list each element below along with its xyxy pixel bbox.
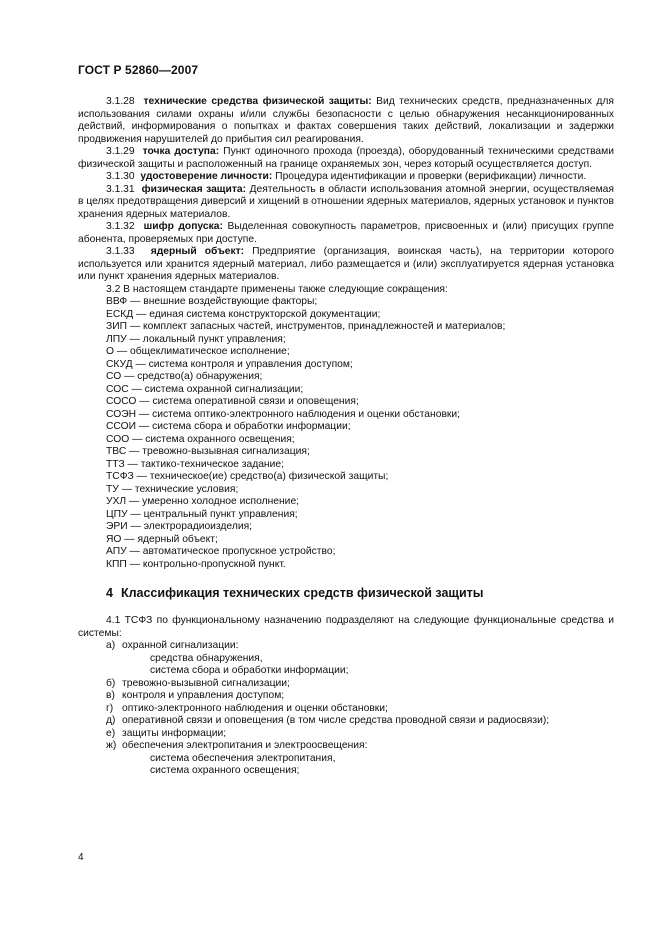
definition-3-1-31 (78, 184, 614, 222)
list-marker: г) (106, 702, 114, 714)
definition-term: физическая защита: (141, 183, 247, 195)
definition-number: 3.1.28 (106, 96, 135, 107)
section-number: 4 (106, 586, 113, 600)
definition-3-1-29 (78, 146, 614, 171)
abbreviation-item: ЦПУ — центральный пункт управления; (106, 508, 298, 520)
definition-text: Процедура идентификации и проверки (верификации) личности. (275, 171, 587, 182)
abbreviation-item: СОЭН — система оптико-электронного наблюдения и оценки обстановки; (106, 408, 461, 420)
definition-term: технические средства физической защиты: (143, 96, 372, 107)
classification-list (78, 640, 614, 778)
definition-text: Выделенная совокупность параметров, присвоенных и (или) присущих группе абонента, проверяемых при доступе. (78, 221, 615, 245)
definition-number: 3.1.32 (106, 221, 135, 232)
list-marker: а) (106, 640, 116, 651)
definition-number: 3.1.33 (106, 246, 135, 257)
list-item (78, 740, 614, 753)
abbreviation-item: ЯО — ядерный объект; (106, 533, 218, 545)
abbreviation-item: СО — средство(а) обнаружения; (106, 371, 263, 382)
list-item (78, 728, 614, 741)
abbreviation-item: ЕСКД — единая система конструкторской документации; (106, 308, 381, 320)
definition-text: Вид технических средств, предназначенных для использования силами охраны и/или службы безопасности с целью обнаружения несанкционированных действий, информирования о попытках и фактах совершения таких действий, локализации и задержки продвижения нарушителей до прибытия сил реагирования. (78, 96, 614, 145)
list-subitem: система обеспечения электропитания, (150, 752, 336, 764)
abbreviation-item: ЗИП — комплект запасных частей, инструментов, принадлежностей и материалов; (106, 321, 506, 332)
list-item (78, 703, 614, 716)
abbreviations-intro: 3.2 В настоящем стандарте применены также следующие сокращения: (106, 283, 448, 295)
definition-text: Пункт одиночного прохода (проезда), оборудованный техническими средствами физической защиты и расположенный на границе охраняемых зон, через который осуществляется доступ. (78, 146, 614, 170)
abbreviation-item: СОО — система охранного освещения; (106, 433, 295, 445)
list-item (78, 690, 614, 703)
document-body (78, 96, 614, 778)
definition-term: удостоверение личности: (140, 171, 273, 182)
list-item-text: обеспечения электропитания и электроосвещения: (122, 740, 368, 751)
list-marker: д) (106, 715, 116, 726)
list-marker: в) (106, 690, 115, 701)
abbreviation-item: ТТЗ — тактико-техническое задание; (106, 458, 284, 470)
abbreviation-item: УХЛ — умеренно холодное исполнение; (106, 496, 300, 507)
list-item (78, 640, 614, 653)
list-item-text: защиты информации; (122, 727, 227, 739)
list-subitem: система сбора и обработки информации; (150, 665, 349, 676)
list-subitem: средства обнаружения, (150, 652, 263, 664)
list-marker: е) (106, 727, 116, 739)
abbreviation-item: СОС — система охранной сигнализации; (106, 383, 304, 395)
abbreviation-item: ТВС — тревожно-вызывная сигнализация; (106, 446, 310, 457)
section-title: Классификация технических средств физической защиты (120, 586, 484, 600)
paragraph-4-1: 4.1 ТСФЗ по функциональному назначению подразделяют на следующие функциональные средства и системы: (78, 615, 614, 639)
abbreviation-item: ВВФ — внешние воздействующие факторы; (106, 296, 318, 307)
abbreviation-item: ССОИ — система сбора и обработки информации; (106, 421, 351, 432)
definition-number: 3.1.30 (106, 171, 135, 182)
list-item-text: тревожно-вызывной сигнализации; (122, 677, 290, 689)
list-item-text: контроля и управления доступом; (122, 690, 285, 701)
list-item (78, 715, 614, 728)
abbreviation-item: АПУ — автоматическое пропускное устройство; (106, 546, 336, 557)
page-number: 4 (78, 852, 84, 863)
definition-3-1-33 (78, 246, 614, 284)
abbreviation-item: СКУД — система контроля и управления доступом; (106, 358, 353, 370)
definition-term: точка доступа: (142, 146, 220, 157)
section-4-heading (106, 586, 614, 601)
abbreviation-item: О — общеклиматическое исполнение; (106, 346, 290, 357)
definition-text: Предприятие (организация, воинская часть), на территории которого используется или хранится ядерный материал, либо размещается и (или) эксплуатируется ядерная установка или пункт хранения ядерных материалов. (78, 246, 614, 282)
abbreviation-item: СОСО — система оперативной связи и оповещения; (106, 396, 359, 407)
definition-3-1-30 (78, 171, 614, 184)
definition-number: 3.1.29 (106, 146, 135, 157)
abbreviation-item: ТУ — технические условия; (106, 483, 239, 495)
abbreviations-list (78, 296, 614, 571)
abbreviation-item: КПП — контрольно-пропускной пункт. (106, 558, 286, 570)
definition-text: Деятельность в области использования атомной энергии, осуществляемая в целях предотвращения диверсий и хищений в отношении ядерных материалов, ядерных установок и пунктов хранения ядерных материалов. (78, 183, 614, 220)
definition-term: ядерный объект: (150, 246, 245, 257)
definition-term: шифр допуска: (143, 221, 223, 232)
list-item-text: оперативной связи и оповещения (в том числе средства проводной связи и радиосвязи); (122, 715, 550, 726)
abbreviation-item: ТСФЗ — техническое(ие) средство(а) физической защиты; (106, 471, 389, 482)
list-marker: б) (106, 677, 116, 689)
abbreviation-item: ЛПУ — локальный пункт управления; (106, 333, 286, 345)
definition-number: 3.1.31 (106, 183, 135, 195)
list-subitem: система охранного освещения; (150, 765, 300, 776)
abbreviation-item: ЭРИ — электрорадиоизделия; (106, 521, 253, 532)
list-marker: ж) (106, 740, 117, 751)
list-item-text: оптико-электронного наблюдения и оценки обстановки; (122, 702, 388, 714)
definition-3-1-32 (78, 221, 614, 246)
list-item-text: охранной сигнализации: (122, 640, 239, 651)
list-item (78, 678, 614, 691)
document-header: ГОСТ Р 52860—2007 (78, 63, 199, 77)
definition-3-1-28 (78, 96, 614, 146)
